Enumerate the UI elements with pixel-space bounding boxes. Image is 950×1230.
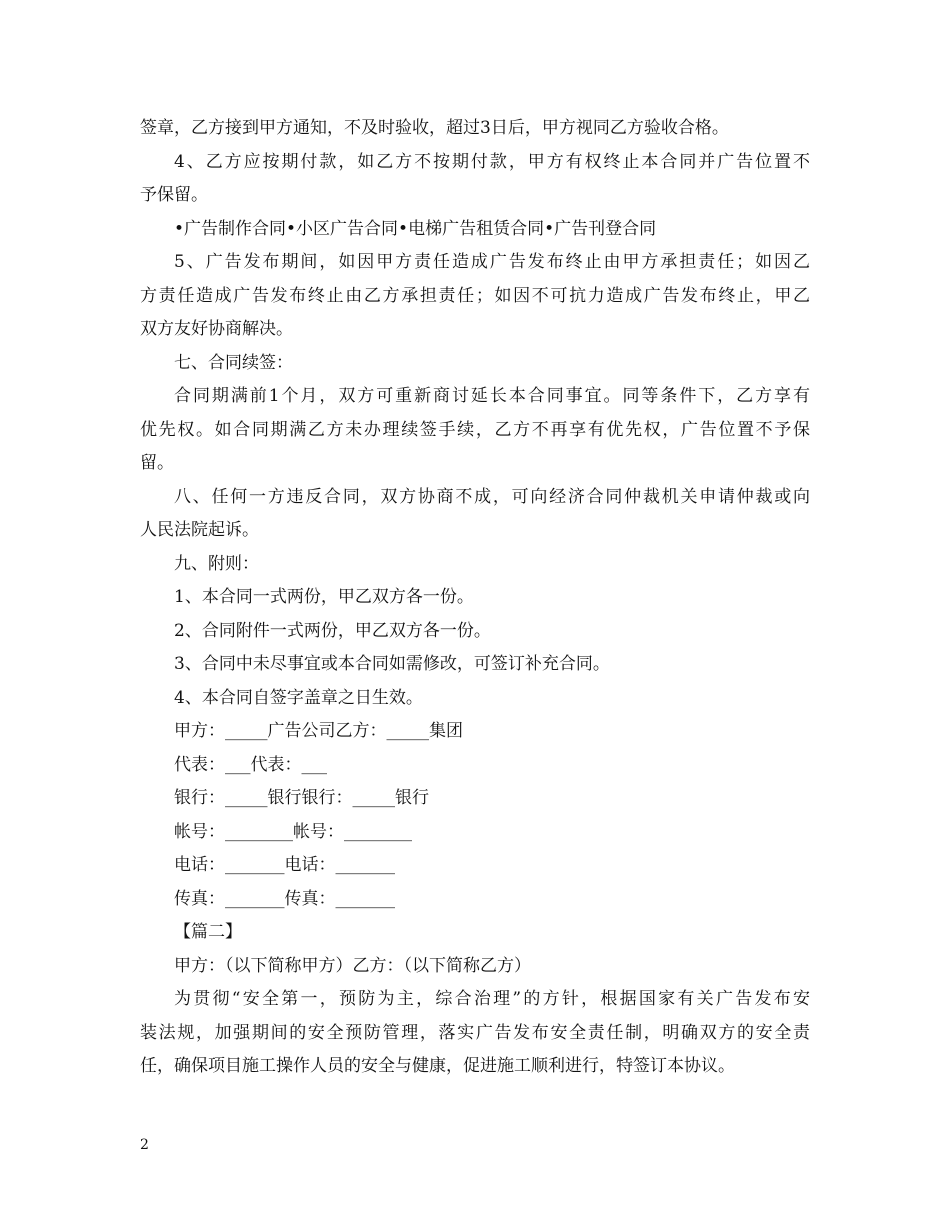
text-line: 【篇二】 — [174, 922, 242, 942]
text-line: 1、本合同一式两份，甲乙双方各一份。 — [174, 587, 474, 607]
text-line: 5、广告发布期间，如因甲方责任造成广告发布终止由甲方承担责任；如因乙 — [174, 252, 810, 272]
text-line: 八、任何一方违反合同，双方协商不成，可向经济合同仲裁机关申请仲裁或向 — [174, 486, 810, 507]
text-line: 任，确保项目施工操作人员的安全与健康，促进施工顺利进行，特签订本协议。 — [140, 1056, 735, 1076]
text-line: 方责任造成广告发布终止由乙方承担责任；如因不可抗力造成广告发布终止，甲乙 — [140, 285, 810, 306]
text-line: 双方友好协商解决。 — [140, 319, 293, 339]
text-line: 帐号：________帐号：________ — [174, 821, 412, 842]
text-line: 电话：_______电话：_______ — [174, 855, 395, 875]
text-line: 合同期满前1个月，双方可重新商讨延长本合同事宜。同等条件下，乙方享有 — [174, 386, 810, 406]
text-line: 2、合同附件一式两份，甲乙双方各一份。 — [174, 620, 491, 641]
text-line: 装法规，加强期间的安全预防管理，落实广告发布安全责任制，明确双方的安全责 — [140, 1022, 810, 1043]
text-line: 4、本合同自签字盖章之日生效。 — [174, 687, 423, 708]
text-line: 甲方：（以下简称甲方）乙方：（以下简称乙方） — [174, 955, 531, 976]
text-line: 九、附则： — [174, 553, 259, 574]
text-line: 优先权。如合同期满乙方未办理续签手续，乙方不再享有优先权，广告位置不予保 — [140, 419, 810, 440]
text-line: 人民法院起诉。 — [140, 520, 259, 540]
document-body — [140, 112, 810, 1084]
text-line: 代表：___代表：___ — [174, 754, 327, 775]
text-line: 传真：_______传真：_______ — [174, 888, 395, 909]
page-number: 2 — [140, 1137, 149, 1153]
text-line: 银行：_____银行银行：_____银行 — [174, 788, 429, 808]
text-line: 签章，乙方接到甲方通知，不及时验收，超过3日后，甲方视同乙方验收合格。 — [140, 118, 729, 138]
text-line: 4、乙方应按期付款，如乙方不按期付款，甲方有权终止本合同并广告位置不 — [174, 151, 810, 172]
text-line: 予保留。 — [140, 185, 208, 205]
text-line: 为贯彻“安全第一，预防为主，综合治理”的方针，根据国家有关广告发布安 — [174, 989, 810, 1009]
text-line: •广告制作合同•小区广告合同•电梯广告租赁合同•广告刊登合同 — [174, 218, 657, 239]
text-line: 3、合同中未尽事宜或本合同如需修改，可签订补充合同。 — [174, 654, 610, 674]
text-line: 留。 — [140, 453, 174, 473]
text-line: 七、合同续签： — [174, 352, 293, 373]
text-line: 甲方：_____广告公司乙方：_____集团 — [174, 721, 463, 741]
